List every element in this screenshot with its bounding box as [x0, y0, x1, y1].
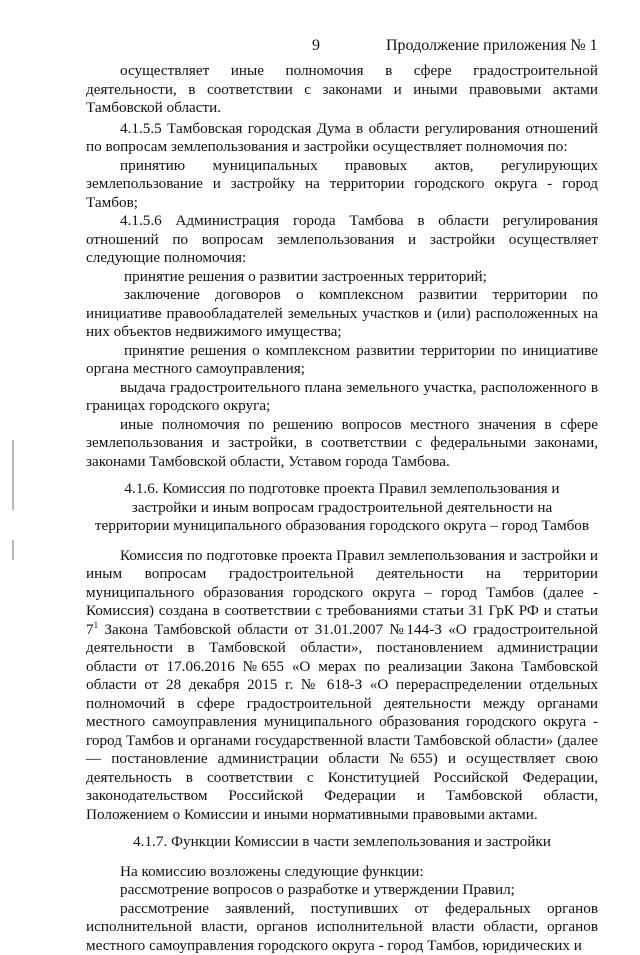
paragraph: выдача градостроительного плана земельного участка, расположенного в границах городского округа; [86, 379, 598, 416]
paragraph: 4.1.5.6 Администрация города Тамбова в области регулирования отношений по вопросам землепользования и застройки осуществляет следующие полномочия: [86, 212, 598, 268]
section-heading: 4.1.7. Функции Комиссии в части землепользования и застройки [86, 833, 598, 852]
function-item: рассмотрение заявлений, поступивших от федеральных органов исполнительной власти, органов исполнительной власти области, органов местного самоуправления городского округа - город Тамбов, юридических и [86, 900, 598, 955]
functions-intro: На комиссию возложены следующие функции: [86, 863, 598, 882]
commission-text-part2: Закона Тамбовской области от 31.01.2007 №144-З «О градостроительной деятельности в Тамбовской области», постановлением администрации области от 17.06.2016 №655 «О мерах по реализации Закона Тамбовской области от 28 декабря 2015 г. № 618-З «О перераспределении отдельных полномочий в сфере градостроительной деятельности между органами местного самоуправления муниципального образования городского округа - город Тамбов и органами государственной власти Тамбовской области» (далее — постановление администрации области №655) и осуществляет свою деятельность в соответствии с Конституцией Российской Федерации, законодательством Российской Федерации и Тамбовской области, Положением о Комиссии и иными нормативными правовыми актами. [86, 621, 598, 823]
document-body [86, 62, 598, 955]
commission-text-part1: Комиссия по подготовке проекта Правил землепользования и застройки и иным вопросам градостроительной деятельности на территории муниципального образования городского округа – город Тамбов (далее - Комиссия) создана в соответствии с требованиями статьи 31 ГрК РФ и статьи 7 [86, 547, 598, 638]
paragraph: принятию муниципальных правовых актов, регулирующих землепользование и застройку на территории городского округа - город Тамбов; [86, 157, 598, 213]
paragraph: принятие решения о развитии застроенных территорий; [86, 268, 598, 287]
function-item: рассмотрение вопросов о разработке и утверждении Правил; [86, 881, 598, 900]
paragraph: заключение договоров о комплексном развитии территории по инициативе правообладателей земельных участков и (или) расположенных на них объектов недвижимого имущества; [86, 286, 598, 342]
commission-paragraph [86, 547, 598, 825]
paragraph: принятие решения о комплексном развитии территории по инициативе органа местного самоуправления; [86, 342, 598, 379]
paragraph: 4.1.5.5 Тамбовская городская Дума в области регулирования отношений по вопросам землепользования и застройки осуществляет полномочия по: [86, 120, 598, 157]
section-heading: 4.1.6. Комиссия по подготовке проекта Правил землепользования и застройки и иным вопросам градостроительной деятельности на территории муниципального образования городского округа – город Тамбов [86, 480, 598, 536]
scan-edge-mark [12, 440, 14, 510]
superscript: 1 [94, 619, 99, 629]
page-number: 9 [312, 36, 320, 56]
page-header [0, 36, 640, 56]
appendix-continuation-label: Продолжение приложения № 1 [386, 36, 598, 56]
scan-edge-mark [12, 540, 14, 560]
paragraph: осуществляет иные полномочия в сфере градостроительной деятельности, в соответствии с законами и иными правовыми актами Тамбовской области. [86, 62, 598, 118]
paragraph: иные полномочия по решению вопросов местного значения в сфере землепользования и застройки, в соответствии с федеральными законами, законами Тамбовской области, Уставом города Тамбова. [86, 416, 598, 472]
